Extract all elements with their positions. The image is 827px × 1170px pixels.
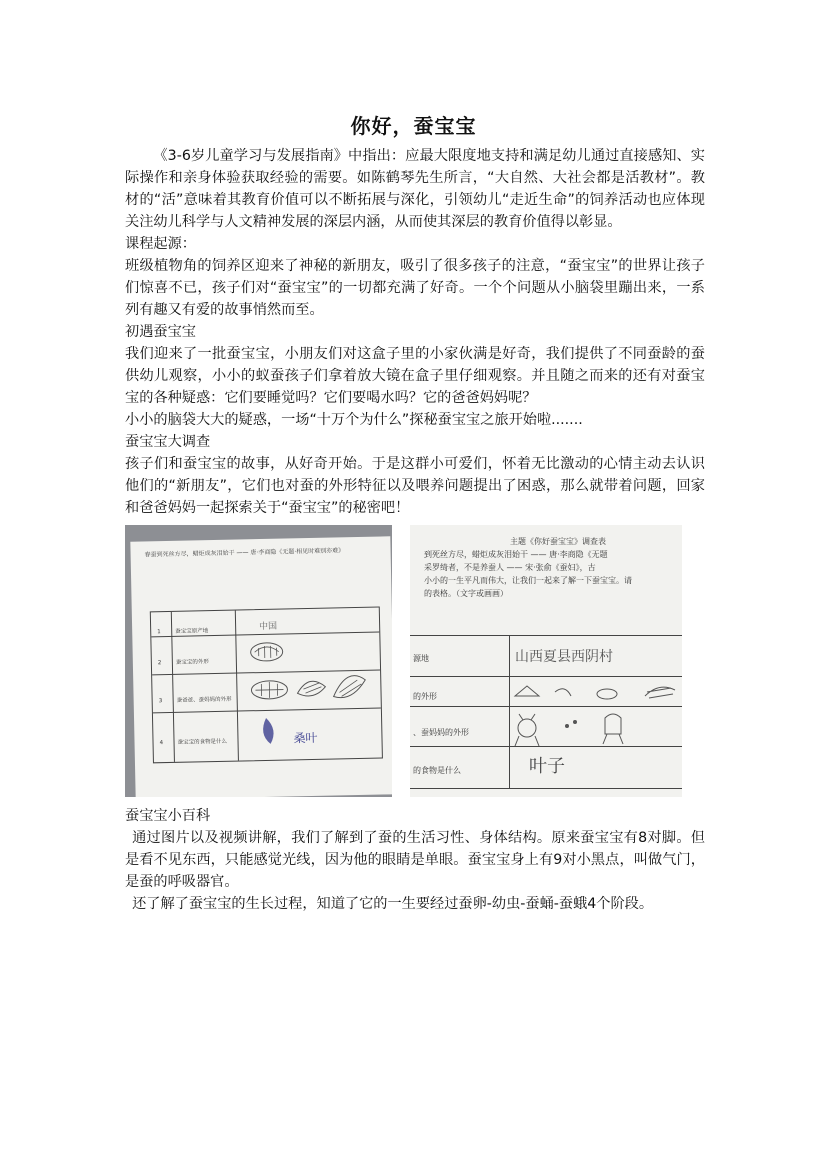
survey-sheet <box>410 525 682 797</box>
row-label-origin: 源地 <box>413 654 429 663</box>
row-label-parents: 、蚕妈妈的外形 <box>413 728 469 737</box>
survey-table <box>410 635 682 789</box>
row-label-food: 的食物是什么 <box>413 766 461 775</box>
first-meet-paragraph: 我们迎来了一批蚕宝宝，小朋友们对这盒子里的小家伙满是好奇，我们提供了不同蚕龄的蚕供幼儿观察，小小的蚁蚕孩子们拿着放大镜在盒子里仔细观察。并且随之而来的还有对蚕宝宝的各种疑惑：它们要睡觉吗？它们要喝水吗？它的爸爸妈妈呢？ <box>125 346 705 406</box>
page-title: 你好，蚕宝宝 <box>350 114 477 138</box>
row-label-food: 蚕宝宝的食物是什么 <box>177 738 228 746</box>
sheet-header-line: 到死丝方尽，蜡炬成灰泪始干 —— 唐·李商隐《无题 <box>424 550 608 559</box>
document-body <box>125 145 705 915</box>
sheet-header-line: 的表格。（文字或画画） <box>424 589 508 598</box>
survey-paragraph: 孩子们和蚕宝宝的故事，从好奇开始。于是这群小可爱们，怀着无比激动的心情主动去认识他们的“新朋友”，它们也对蚕的外形特征以及喂养问题提出了困惑，那么就带着问题，回家和爸爸妈妈一起探索关于“蚕宝宝”的秘密吧！ <box>125 456 705 516</box>
sheet-header-line: 春蚕到死丝方尽，蜡炬成灰泪始干 —— 唐·李商隐《无题·相见时难别亦难》 <box>144 547 345 559</box>
first-meet-paragraph-2: 小小的脑袋大大的疑惑，一场“十万个为什么”探秘蚕宝宝之旅开始啦....... <box>125 412 583 428</box>
survey-photo-right <box>410 525 682 797</box>
sheet-header-line: 采罗绮者，不是养蚕人 —— 宋·张俞《蚕妇》，古 <box>424 563 596 572</box>
sheet-header <box>424 535 672 600</box>
survey-heading: 蚕宝宝大调查 <box>125 434 211 450</box>
first-meet-heading: 初遇蚕宝宝 <box>125 324 196 340</box>
encyclopedia-paragraph: 通过图片以及视频讲解，我们了解到了蚕的生活习性、身体结构。原来蚕宝宝有8对脚。但是看不见东西，只能感觉光线，因为他的眼睛是单眼。蚕宝宝身上有9对小黑点，叫做气门，是蚕的呼吸器官。 <box>125 830 705 890</box>
sheet-header-text <box>145 547 381 560</box>
row-number: 1 <box>157 629 161 636</box>
handwritten-answer-origin: 山西夏县西阴村 <box>515 649 613 665</box>
encyclopedia-paragraph-2: 还了解了蚕宝宝的生长过程，知道了它的一生要经过蚕卵-幼虫-蚕蛹-蚕蛾4个阶段。 <box>132 896 654 912</box>
row-number: 2 <box>157 660 162 667</box>
survey-photos <box>125 525 705 797</box>
handwritten-answer-origin: 中国 <box>259 621 278 633</box>
row-number: 3 <box>158 698 163 705</box>
survey-photo-left <box>125 525 392 797</box>
row-number: 4 <box>159 740 164 747</box>
handwritten-answer-food: 叶子 <box>529 756 565 777</box>
sheet-title: 主题《你好蚕宝宝》调查表 <box>510 537 606 546</box>
handwritten-answer-food: 桑叶 <box>293 730 318 746</box>
survey-table <box>150 607 383 764</box>
row-label-shape: 蚕宝宝的外形 <box>175 659 209 666</box>
encyclopedia-heading: 蚕宝宝小百科 <box>125 808 211 824</box>
origin-heading: 课程起源： <box>125 236 196 252</box>
intro-paragraph: 《3-6岁儿童学习与发展指南》中指出：应最大限度地支持和满足幼儿通过直接感知、实际操作和亲身体验获取经验的需要。如陈鹤琴先生所言，“大自然、大社会都是活教材”。教材的“活”意味着其教育价值可以不断拓展与深化，引领幼儿“走近生命”的饲养活动也应体现关注幼儿科学与人文精神发展的深层内涵，从而使其深层的教育价值得以彰显。 <box>125 148 705 230</box>
sheet-header-line: 小小的一生平凡而伟大，让我们一起来了解一下蚕宝宝。请 <box>424 576 632 585</box>
survey-sheet <box>130 536 392 797</box>
row-label-origin: 蚕宝宝原产地 <box>175 628 209 635</box>
row-label-parents: 蚕爸爸、蚕妈妈的外形 <box>176 696 232 704</box>
origin-paragraph: 班级植物角的饲养区迎来了神秘的新朋友，吸引了很多孩子的注意，“蚕宝宝”的世界让孩子们惊喜不已，孩子们对“蚕宝宝”的一切都充满了好奇。一个个问题从小脑袋里蹦出来，一系列有趣又有爱的故事悄然而至。 <box>125 258 705 318</box>
row-label-shape: 的外形 <box>413 692 437 701</box>
child-drawings <box>509 674 682 750</box>
